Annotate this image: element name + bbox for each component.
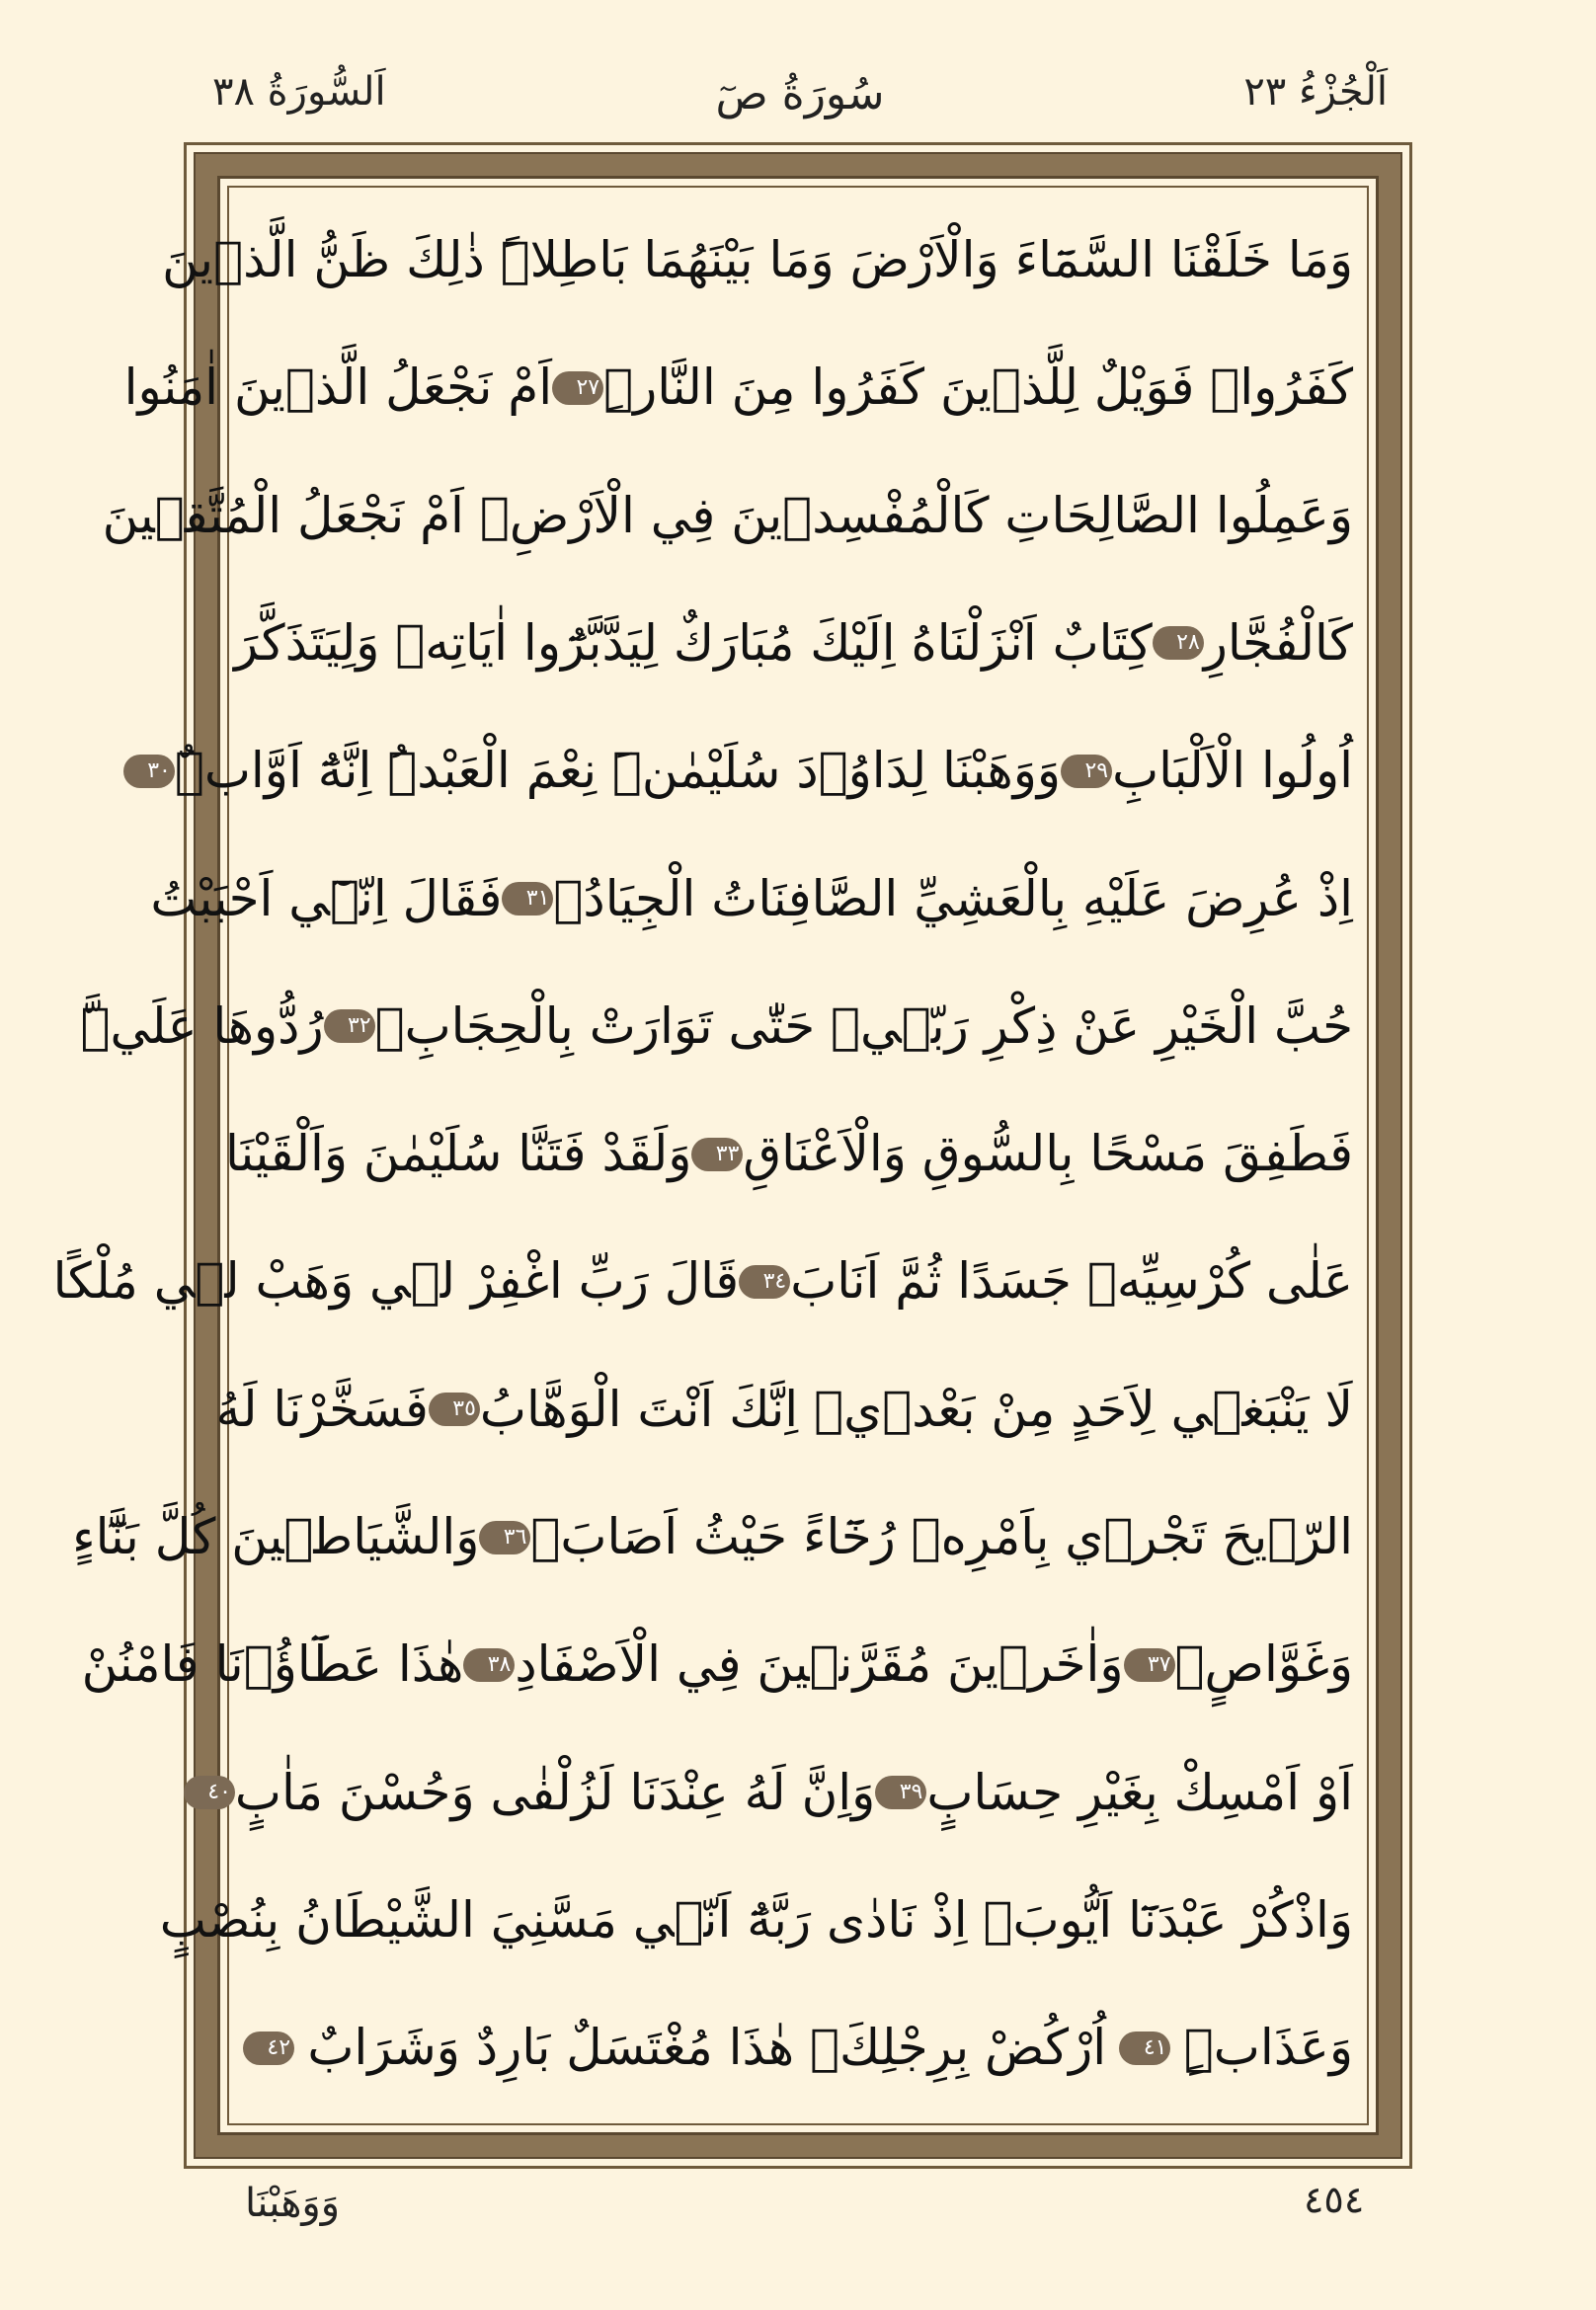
ayah-number-marker: ٣٦ (479, 1521, 530, 1554)
ayah-number-marker: ٢٨ (1153, 626, 1204, 660)
page-number: ٤٥٤ (1304, 2178, 1365, 2221)
verse-text: وَاٰخَرٖينَ مُقَرَّنٖينَ فِي الْاَصْفَادِ (515, 1635, 1124, 1694)
text-line (215, 1347, 1353, 1473)
text-line (162, 198, 1353, 323)
verse-text: رُدُّوهَا عَلَيَّۜ (80, 996, 324, 1055)
verse-text: الرّٖيحَ تَجْرٖي بِاَمْرِهٖ رُخَٓاءً حَيْثُ اَصَابَۙ (530, 1508, 1353, 1565)
page-header (212, 69, 1388, 138)
text-line (207, 1730, 1353, 1856)
ayah-number-marker: ٣٠ (123, 755, 175, 788)
catchword: وَوَهَبْنَا (245, 2181, 341, 2226)
ayah-number-marker: ٣٧ (1124, 1648, 1175, 1682)
juz-label: اَلْجُزْءُ ٢٣ (1243, 69, 1388, 115)
verse-text: كَفَرُواۚ فَوَيْلٌ لِلَّذٖينَ كَفَرُوا مِنَ النَّارِۜ (603, 358, 1353, 417)
ayah-number-marker: ٣٩ (875, 1776, 926, 1809)
verse-text: وَغَوَّاصٍۙ (1174, 1635, 1353, 1694)
ayah-number-marker: ٣٥ (429, 1393, 480, 1426)
verse-text: وَوَهَبْنَا لِدَاوُ۫دَ سُلَيْمٰنَۜ نِعْمَ الْعَبْدُۜ اِنَّهُٓ اَوَّابٌۜ (174, 742, 1062, 800)
verse-text: وَالشَّيَاطٖينَ كُلَّ بَنَّٓاءٍ (72, 1508, 480, 1565)
verse-text: وَلَقَدْ فَتَنَّا سُلَيْمٰنَ وَاَلْقَيْنَا (225, 1125, 692, 1183)
text-line (243, 1985, 1353, 2111)
text-line (147, 708, 1353, 834)
ayah-number-marker: ٢٩ (1061, 755, 1112, 788)
ayah-number-marker: ٣٣ (691, 1138, 743, 1171)
text-line (225, 1091, 1353, 1217)
verse-text: حُبَّ الْخَيْرِ عَنْ ذِكْرِ رَبّٖيۚ حَتّٰى تَوَارَتْ بِالْحِجَابِۗ (374, 996, 1353, 1055)
verse-text: اُولُوا الْاَلْبَابِ (1112, 742, 1353, 800)
verse-text: عَلٰى كُرْسِيِّهٖ جَسَدًا ثُمَّ اَنَابَ (790, 1252, 1353, 1311)
ayah-number-marker: ٣٨ (463, 1648, 515, 1682)
verse-text: لَا يَنْبَغٖي لِاَحَدٍ مِنْ بَعْدٖيۚ اِنَّكَ اَنْتَ الْوَهَّابُ (479, 1380, 1353, 1438)
surah-number-label: اَلسُّورَةُ ٣٨ (212, 69, 386, 115)
surah-title: سُورَةُ صٓ (715, 69, 885, 119)
verse-text: كَالْفُجَّارِ (1203, 613, 1353, 672)
ayah-number-marker: ٣٢ (324, 1009, 375, 1043)
verse-text: قَالَ رَبِّ اغْفِرْ لٖي وَهَبْ لٖي مُلْكًا (52, 1252, 740, 1311)
text-line (234, 581, 1353, 706)
text-line (159, 1858, 1353, 1983)
verse-text: وَاذْكُرْ عَبْدَنَٓا اَيُّوبَۢ اِذْ نَادٰى رَبَّهُٓ اَنّٖي مَسَّنِيَ الشَّيْطَانُ بِنُصْبٍ (159, 1890, 1353, 1949)
verse-text: فَقَالَ اِنّٖٓي اَحْبَبْتُ (150, 869, 503, 927)
verse-text: فَطَفِقَ مَسْحًا بِالسُّوقِ وَالْاَعْنَاقِ (743, 1125, 1353, 1183)
verse-text: وَمَا خَلَقْنَا السَّمَٓاءَ وَالْاَرْضَ وَمَا بَيْنَهُمَا بَاطِلاًۜ ذٰلِكَ ظَنُّ الَّذٖينَ (162, 231, 1353, 288)
text-line (52, 1219, 1353, 1344)
ayah-number-marker: ٣٤ (739, 1265, 790, 1299)
verse-text: اُرْكُضْ بِرِجْلِكَۚ هٰذَا مُغْتَسَلٌ بَارِدٌ وَشَرَابٌ (307, 2019, 1107, 2077)
ayah-number-marker: ٢٧ (552, 371, 603, 405)
verse-text: فَسَخَّرْنَا لَهُ (215, 1380, 429, 1438)
verse-text: وَعَمِلُوا الصَّالِحَاتِ كَالْمُفْسِدٖينَ فِي الْاَرْضِۘ اَمْ نَجْعَلُ الْمُتَّقٖينَ (102, 486, 1353, 544)
text-line (81, 1602, 1353, 1727)
ayah-number-marker: ٤٢ (243, 2031, 294, 2065)
text-line (72, 1474, 1353, 1600)
text-line (102, 453, 1353, 579)
text-line (150, 836, 1353, 962)
verse-text: اَمْ نَجْعَلُ الَّذٖينَ اٰمَنُوا (123, 358, 553, 417)
verse-text: وَاِنَّ لَهُ عِنْدَنَا لَزُلْفٰى وَحُسْنَ مَاٰبٍ (234, 1763, 876, 1821)
ayah-number-marker: ٤٠ (184, 1776, 235, 1809)
verse-text: اَوْ اَمْسِكْ بِغَيْرِ حِسَابٍ (926, 1763, 1353, 1821)
verse-text: اِذْ عُرِضَ عَلَيْهِ بِالْعَشِيِّ الصَّافِنَاتُ الْجِيَادُۙ (553, 869, 1353, 927)
ayah-number-marker: ٣١ (502, 882, 553, 916)
ayah-number-marker: ٤١ (1119, 2031, 1170, 2065)
verse-text: وَعَذَابٍۜ (1183, 2019, 1353, 2077)
verse-text: هٰذَا عَطَٓاؤُ۬نَا فَامْنُنْ (81, 1635, 464, 1694)
quran-text-block (52, 198, 1353, 2113)
text-line (123, 325, 1353, 450)
text-line (80, 964, 1353, 1089)
verse-text: كِتَابٌ اَنْزَلْنَاهُ اِلَيْكَ مُبَارَكٌ لِيَدَّبَّرُٓوا اٰيَاتِهٖ وَلِيَتَذَكَّرَ (234, 613, 1153, 672)
